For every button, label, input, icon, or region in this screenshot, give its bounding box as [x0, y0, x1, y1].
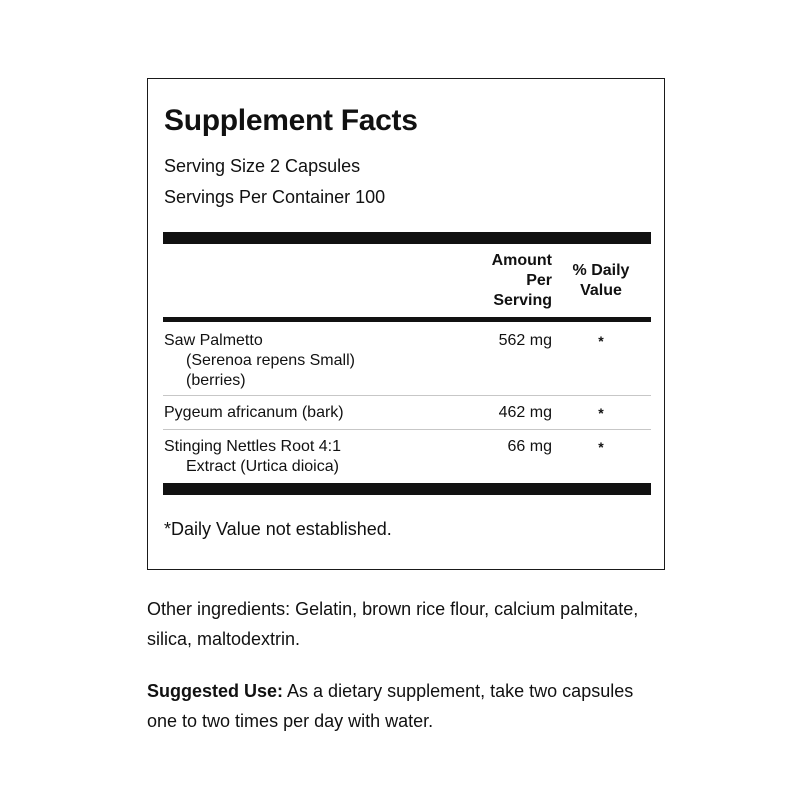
thick-divider-top	[163, 232, 651, 244]
serving-size: Serving Size 2 Capsules	[164, 156, 361, 176]
column-header-amount-line1: Amount	[491, 252, 552, 269]
column-header-daily-value	[560, 261, 642, 301]
row-divider	[163, 429, 651, 430]
ingredient-subtitle: (berries)	[186, 372, 246, 389]
ingredient-amount: 562 mg	[498, 332, 552, 349]
servings-per-container: Servings Per Container 100	[164, 187, 386, 207]
ingredient-daily-value: *	[598, 333, 604, 349]
ingredient-subtitle: Extract (Urtica dioica)	[186, 458, 339, 475]
thick-divider-bottom	[163, 483, 651, 495]
ingredient-subtitle: (Serenoa repens Small)	[186, 352, 355, 369]
suggested-use-label: Suggested Use:	[147, 681, 284, 701]
medium-divider	[163, 317, 651, 322]
row-divider	[163, 395, 651, 396]
supplement-facts-panel	[147, 78, 665, 570]
column-header-amount-line3: Serving	[493, 292, 552, 309]
facts-title: Supplement Facts	[164, 104, 418, 137]
ingredient-name-stinging-nettles	[164, 437, 341, 477]
ingredient-name-text: Saw Palmetto	[164, 332, 263, 349]
ingredient-amount: 66 mg	[507, 438, 552, 455]
ingredient-name-text: Pygeum africanum (bark)	[164, 404, 344, 421]
ingredient-daily-value: *	[598, 439, 604, 455]
column-header-amount	[468, 251, 552, 311]
suggested-use-text: As a dietary supplement, take two capsules one to two times per day with water.	[147, 681, 634, 731]
column-header-dv-line2: Value	[580, 282, 622, 299]
ingredient-name-saw-palmetto	[164, 331, 355, 391]
suggested-use	[147, 676, 657, 736]
other-ingredients: Other ingredients: Gelatin, brown rice flour, calcium palmitate, silica, maltodextrin.	[147, 599, 639, 649]
column-header-amount-line2: Per	[526, 272, 552, 289]
ingredient-daily-value: *	[598, 405, 604, 421]
ingredient-name-pygeum	[164, 403, 344, 423]
ingredient-amount: 462 mg	[498, 404, 552, 421]
column-header-dv-line1: % Daily	[572, 262, 630, 279]
daily-value-footnote: *Daily Value not established.	[164, 519, 392, 539]
ingredient-name-text: Stinging Nettles Root 4:1	[164, 438, 341, 455]
